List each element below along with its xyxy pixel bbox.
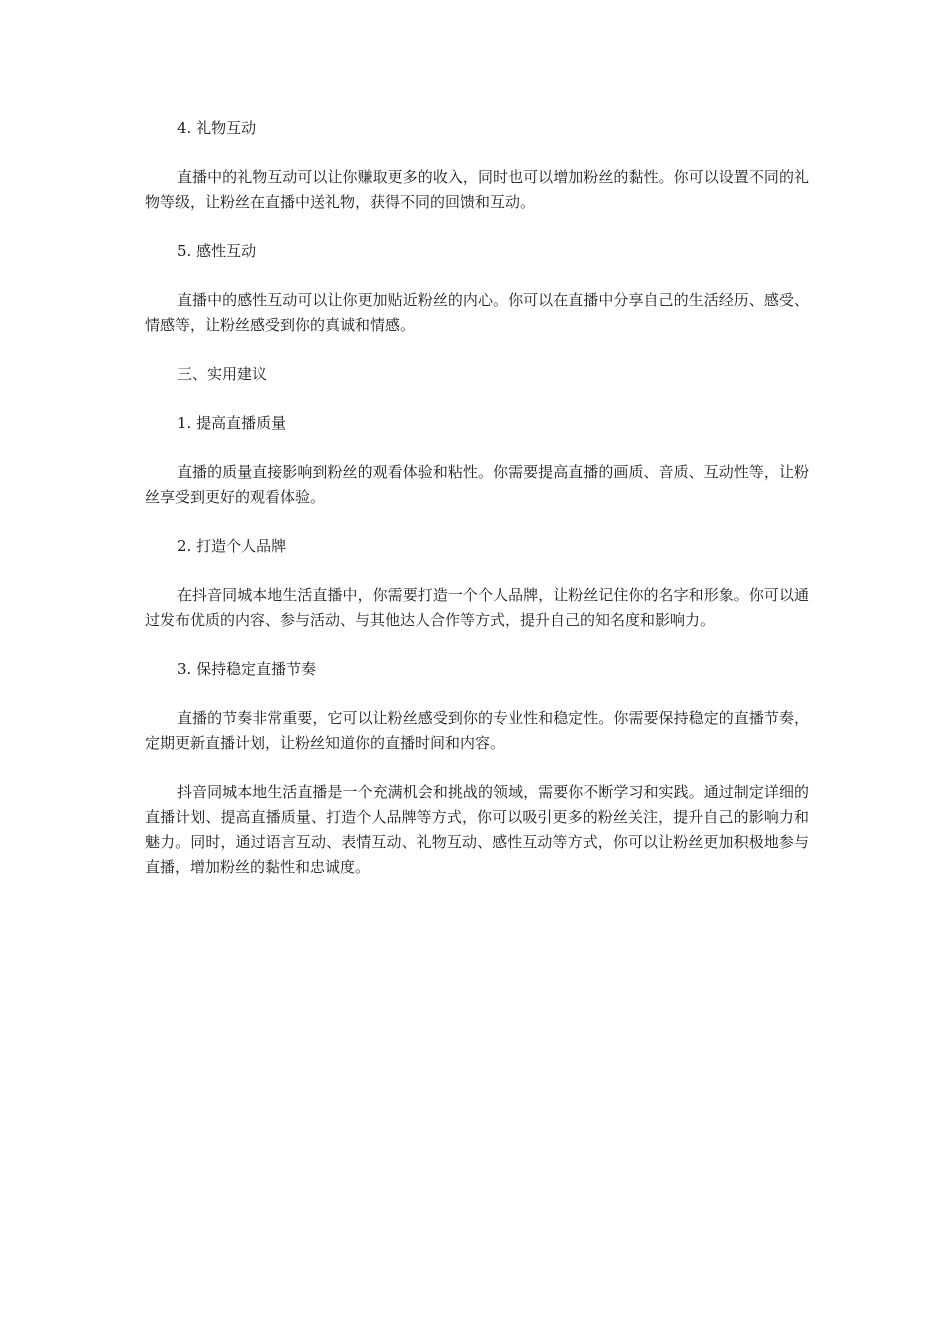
section-heading-stable-rhythm: 3. 保持稳定直播节奏 (177, 660, 317, 678)
document-body (145, 116, 809, 880)
paragraph-conclusion: 抖音同城本地生活直播是一个充满机会和挑战的领域，需要你不断学习和实践。通过制定详细的直播计划、提高直播质量、打造个人品牌等方式，你可以吸引更多的粉丝关注，提升自己的影响力和魅力。同时，通过语言互动、表情互动、礼物互动、感性互动等方式，你可以让粉丝更加积极地参与直播，增加粉丝的黏性和忠诚度。 (145, 783, 809, 876)
paragraph-gift-interaction: 直播中的礼物互动可以让你赚取更多的收入，同时也可以增加粉丝的黏性。你可以设置不同的礼物等级，让粉丝在直播中送礼物，获得不同的回馈和互动。 (145, 168, 809, 211)
paragraph-personal-brand: 在抖音同城本地生活直播中，你需要打造一个个人品牌，让粉丝记住你的名字和形象。你可以通过发布优质的内容、参与活动、与其他达人合作等方式，提升自己的知名度和影响力。 (145, 586, 809, 629)
section-heading-practical-advice: 三、实用建议 (177, 365, 268, 383)
section-heading-improve-quality: 1. 提高直播质量 (177, 414, 287, 432)
section-heading-personal-brand: 2. 打造个人品牌 (177, 537, 287, 555)
section-heading-emotional-interaction: 5. 感性互动 (177, 242, 257, 260)
section-heading-gift-interaction: 4. 礼物互动 (177, 119, 257, 137)
paragraph-improve-quality: 直播的质量直接影响到粉丝的观看体验和粘性。你需要提高直播的画质、音质、互动性等，让粉丝享受到更好的观看体验。 (145, 463, 809, 506)
paragraph-emotional-interaction: 直播中的感性互动可以让你更加贴近粉丝的内心。你可以在直播中分享自己的生活经历、感受、情感等，让粉丝感受到你的真诚和情感。 (145, 291, 809, 334)
paragraph-stable-rhythm: 直播的节奏非常重要，它可以让粉丝感受到你的专业性和稳定性。你需要保持稳定的直播节奏，定期更新直播计划，让粉丝知道你的直播时间和内容。 (145, 709, 809, 752)
